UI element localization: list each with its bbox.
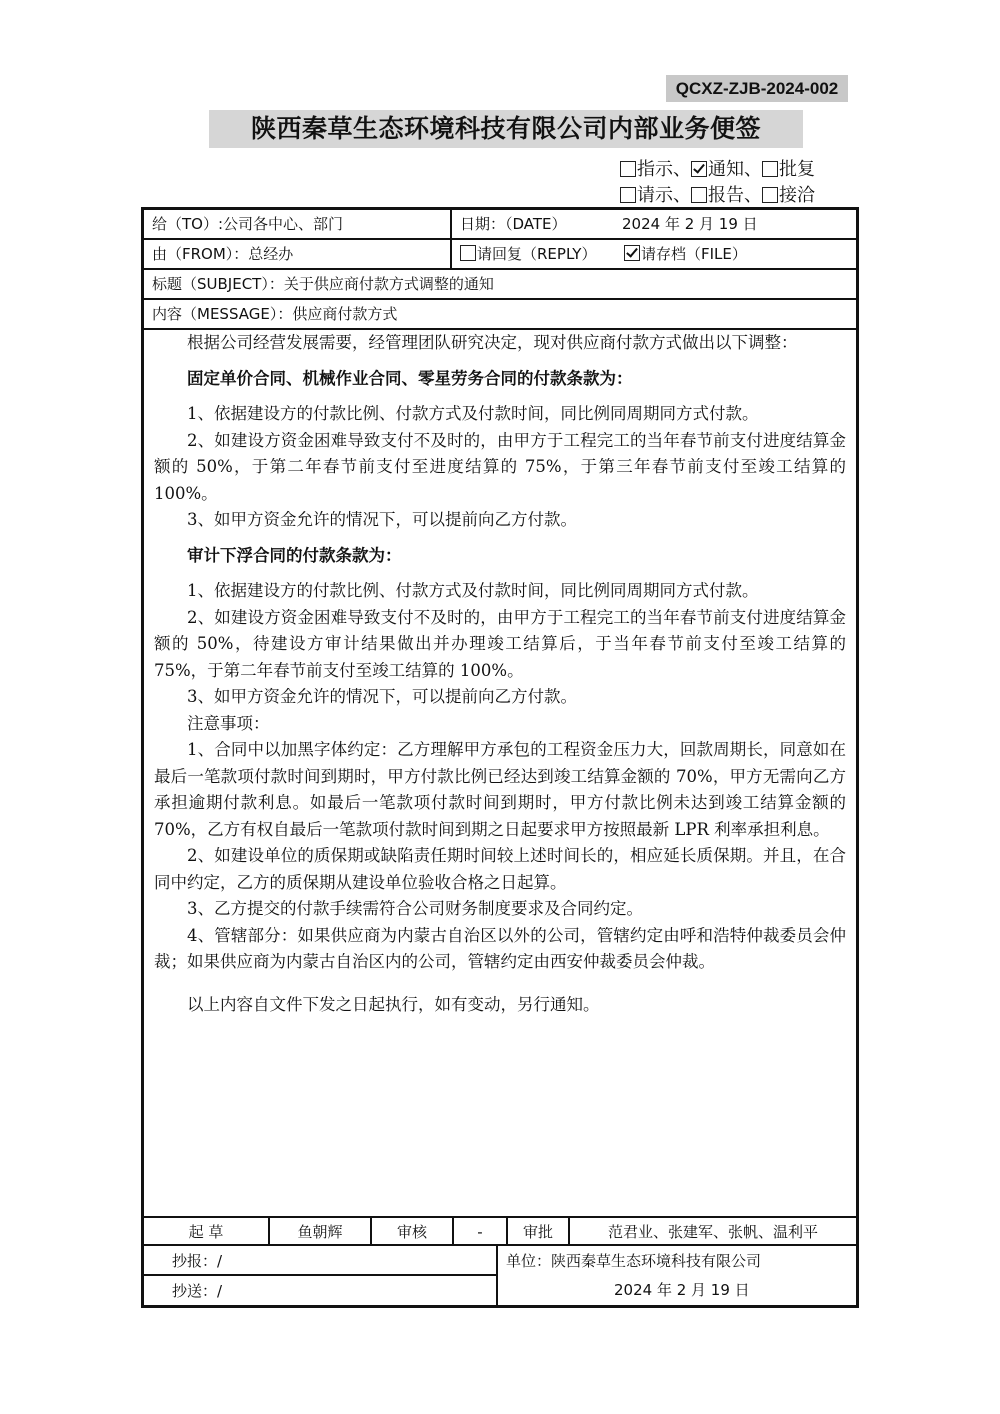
note-paragraph: 2、如建设单位的质保期或缺陷责任期时间较上述时间长的，相应延长质保期。并且，在合同中约定，乙方的质保期从建设单位验收合格之日起算。 [154,846,846,892]
report-row [144,1244,856,1276]
memo-type-item[interactable]: 通知、 [691,159,762,180]
report-to: 抄报：/ [172,1252,223,1270]
sign-off-table [144,1216,856,1305]
document-number: QCXZ-ZJB-2024-002 [666,75,848,102]
checkbox-icon[interactable] [620,187,636,203]
section-heading: 审计下浮合同的付款条款为： [187,545,402,565]
file-option[interactable]: 请存档（FILE） [624,240,747,268]
checkbox-checked-icon[interactable] [691,161,707,177]
reply-option[interactable]: 请回复（REPLY） [460,240,596,268]
clause-paragraph: 3、如甲方资金允许的情况下，可以提前向乙方付款。 [187,687,577,706]
memo-type-checkboxes [620,157,860,209]
note-paragraph: 4、管辖部分：如果供应商为内蒙古自治区以外的公司，管辖约定由呼和浩特仲裁委员会仲裁；如果供应商为内蒙古自治区内的公司，管辖约定由西安仲裁委员会仲裁。 [154,925,846,971]
clause-paragraph: 1、依据建设方的付款比例、付款方式及付款时间，同比例同周期同方式付款。 [187,404,759,423]
from-field: 由（FROM）：总经办 [152,245,294,263]
memo-type-item[interactable]: 报告、 [691,185,762,206]
send-to: 抄送：/ [172,1282,223,1300]
memo-type-item[interactable]: 批复 [762,159,815,180]
checkbox-checked-icon[interactable] [624,245,640,261]
memo-content [154,330,846,1018]
approver-names: 范君业、张建军、张帆、温利平 [607,1223,818,1241]
memo-type-row-1 [620,157,860,183]
checkbox-icon[interactable] [762,161,778,177]
subject-row [144,270,856,300]
clause-paragraph: 2、如建设方资金困难导致支付不及时的，由甲方于工程完工的当年春节前支付进度结算金额的 50%，待建设方审计结果做出并办理竣工结算后，于当年春节前支付至竣工结算的 75%，于第二年春节前支付至竣工结算的 100%。 [154,607,846,680]
memo-type-item[interactable]: 请示、 [620,185,691,206]
draft-label: 起 草 [188,1223,224,1241]
to-row [144,210,856,240]
to-field: 给（TO）:公司各中心、部门 [152,215,344,233]
page-title: 陕西秦草生态环境科技有限公司内部业务便签 [209,110,803,148]
date-value: 2024 年 2 月 19 日 [622,215,758,233]
header-divider [450,210,452,270]
approval-row [144,1216,856,1246]
review-label: 审核 [396,1223,427,1241]
message-field: 内容（MESSAGE）：供应商付款方式 [152,305,398,323]
from-row [144,240,856,270]
sign-date: 2024 年 2 月 19 日 [614,1281,750,1299]
memo-type-row-2 [620,183,860,209]
note-paragraph: 1、合同中以加黑字体约定：乙方理解甲方承包的工程资金压力大，回款周期长，同意如在最后一笔款项付款时间到期时，甲方付款比例已经达到竣工结算金额的 70%，甲方无需向乙方承担逾期付款利息。如最后一笔款项付款时间到期时，甲方付款比例未达到竣工结算金额的 70%，乙方有权自最后一笔款项付款时间到期之日起要求甲方按照最新 LPR 利率承担利息。 [154,740,846,839]
checkbox-icon[interactable] [460,245,476,261]
checkbox-icon[interactable] [762,187,778,203]
reviewer-name: - [477,1223,483,1241]
clause-paragraph: 2、如建设方资金困难导致支付不及时的，由甲方于工程完工的当年春节前支付进度结算金额的 50%，于第二年春节前支付至进度结算的 75%，于第三年春节前支付至竣工结算的 100%。 [154,430,846,503]
notes-heading: 注意事项： [187,713,270,733]
approve-label: 审批 [522,1223,553,1241]
intro-paragraph: 根据公司经营发展需要，经管理团队研究决定，现对供应商付款方式做出以下调整： [187,333,798,352]
checkbox-icon[interactable] [691,187,707,203]
clause-paragraph: 1、依据建设方的付款比例、付款方式及付款时间，同比例同周期同方式付款。 [187,581,759,600]
unit-name: 单位：陕西秦草生态环境科技有限公司 [506,1252,762,1270]
clause-paragraph: 3、如甲方资金允许的情况下，可以提前向乙方付款。 [187,510,577,529]
message-row [144,300,856,330]
send-row [144,1274,496,1306]
date-label: 日期：（DATE） [460,215,567,233]
drafter-name: 鱼朝辉 [297,1223,343,1241]
section-heading: 固定单价合同、机械作业合同、零星劳务合同的付款条款为： [187,368,633,388]
memo-type-item[interactable]: 接洽 [762,185,815,206]
closing-paragraph: 以上内容自文件下发之日起执行，如有变动，另行通知。 [187,994,600,1014]
checkbox-icon[interactable] [620,161,636,177]
subject-field: 标题（SUBJECT）：关于供应商付款方式调整的通知 [152,275,494,293]
memo-form [141,207,859,1308]
note-paragraph: 3、乙方提交的付款手续需符合公司财务制度要求及合同约定。 [187,899,643,918]
memo-type-item[interactable]: 指示、 [620,159,691,180]
